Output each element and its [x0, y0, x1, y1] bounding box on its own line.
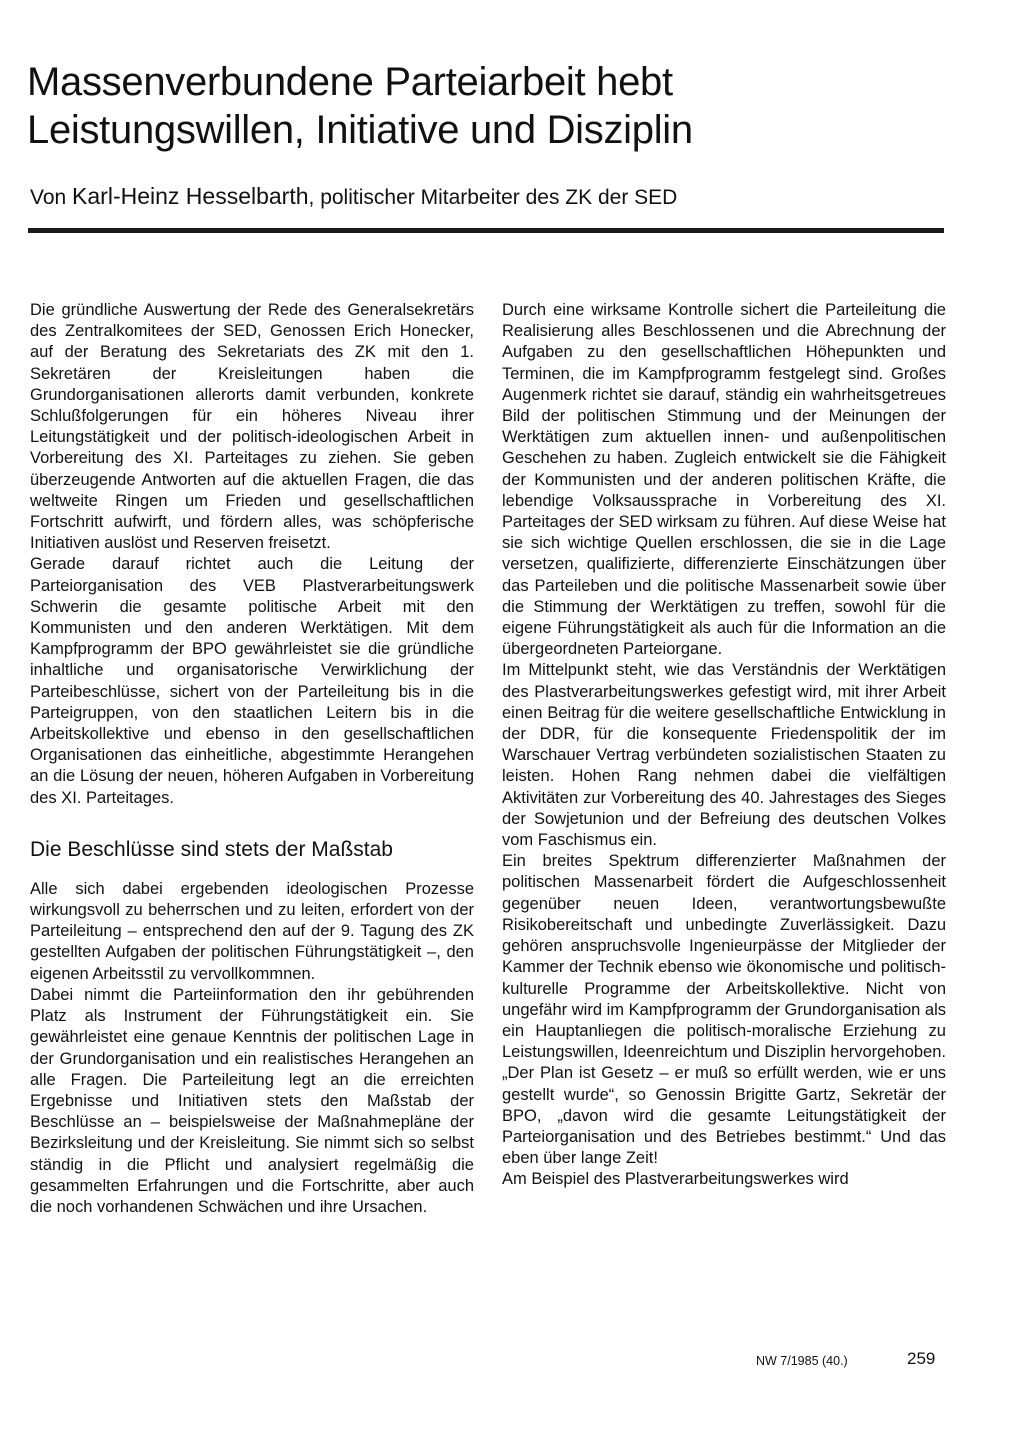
left-column	[30, 300, 474, 1218]
paragraph: Alle sich dabei ergebenden ideologischen Prozesse wirkungsvoll zu beherrschen und zu leiten, erfordert von der Parteileitung – entsprechend den auf der 9. Tagung des ZK gestellten Aufgaben der politischen Führungstätigkeit –, den eigenen Arbeitsstil zu vervollkommnen.	[30, 879, 474, 983]
byline	[30, 183, 990, 211]
paragraph: Am Beispiel des Plastverarbeitungswerkes wird	[502, 1170, 849, 1189]
paragraph: Gerade darauf richtet auch die Leitung der Parteiorganisation des VEB Plastverarbeitungswerk Schwerin die gesamte politische Arbeit mit den Kommunisten und den anderen Werktätigen. Mit dem Kampfprogramm der BPO gewährleistet sie die gründliche inhaltliche und organisatorische Verwirklichung der Parteibeschlüsse, sichert von der Parteileitung bis in die Parteigruppen, von den staatlichen Leitern bis in die Arbeitskollektive und ebenso in den gesellschaftlichen Organisationen das einheitliche, abgestimmte Herangehen an die Lösung der neuen, höheren Aufgaben in Vorbereitung des XI. Parteitages.	[30, 555, 474, 807]
page-number: 259	[907, 1349, 936, 1368]
section-heading: Die Beschlüsse sind stets der Maßstab	[30, 837, 393, 861]
issue-reference: NW 7/1985 (40.)	[756, 1354, 848, 1368]
paragraph: Durch eine wirksame Kontrolle sichert die Parteileitung die Realisierung alles Beschlossenen und die Abrechnung der Aufgaben zu den gesellschaftlichen Höhepunkten und Terminen, die im Kampfprogramm festgelegt sind. Großes Augenmerk richtet sie darauf, ständig ein wahrheitsgetreues Bild der politischen Stimmung und der Meinungen der Werktätigen zum aktuellen innen- und außenpolitischen Geschehen zu haben. Zugleich entwickelt sie die Fähigkeit der Kommunisten und der anderen politischen Kräfte, die lebendige Volksaussprache in Vorbereitung des XI. Parteitages der SED wirksam zu führen. Auf diese Weise hat sie sich wichtige Quellen erschlossen, die sie in die Lage versetzen, qualifizierte, differenzierte Einschätzungen über das Parteileben und die politische Massenarbeit sowie über die Stimmung der Werktätigen zu treffen, sowohl für die eigene Führungstätigkeit als auch für die Information an die übergeordneten Parteiorgane.	[502, 301, 946, 659]
article-title-line-2: Leistungswillen, Initiative und Disziplin	[27, 108, 693, 152]
byline-prefix: Von	[30, 186, 73, 209]
paragraph: Im Mittelpunkt steht, wie das Verständnis der Werktätigen des Plastverarbeitungswerkes gefestigt wird, mit ihrer Arbeit einen Beitrag für die weitere gesellschaftliche Entwicklung in der DDR, für die konsequente Friedenspolitik der im Warschauer Vertrag verbündeten sozialistischen Staaten zu leisten. Hohen Rang nehmen dabei die vielfältigen Aktivitäten zur Vorbereitung des 40. Jahrestages des Sieges der Sowjetunion und der Befreiung des deutschen Volkes vom Faschismus ein.	[502, 661, 946, 850]
right-column	[502, 300, 946, 1191]
author-name: Karl-Heinz Hesselbarth	[72, 183, 309, 209]
paragraph: Dabei nimmt die Parteiinformation den ihr gebührenden Platz als Instrument der Führungstätigkeit ein. Sie gewährleistet eine genaue Kenntnis der politischen Lage in der Grundorganisation und ein realistisches Herangehen an alle Fragen. Die Parteileitung legt an die erreichten Ergebnisse und Initiativen stets den Maßstab der Beschlüsse an – beispielsweise der Maßnahmepläne der Bezirksleitung und der Kreisleitung. Sie nimmt sich so selbst ständig in die Pflicht und analysiert regelmäßig die gesammelten Erfahrungen und die Fortschritte, aber auch die noch vorhandenen Schwächen und ihre Ursachen.	[30, 985, 474, 1216]
header-rule	[28, 228, 944, 233]
paragraph: Ein breites Spektrum differenzierter Maßnahmen der politischen Massenarbeit fördert die Aufgeschlossenheit gegenüber neuen Ideen, verantwortungsbewußte Risikobereitschaft und unbedingte Zuverlässigkeit. Dazu gehören anspruchsvolle Ingenieurpässe der Mitglieder der Kammer der Technik ebenso wie ökonomische und politisch-kulturelle Programme der Arbeitskollektive. Nicht von ungefähr wird im Kampfprogramm der Grundorganisation als ein Hauptanliegen die politisch-moralische Erziehung zu Leistungswillen, Ideenreichtum und Disziplin hervorgehoben. „Der Plan ist Gesetz – er muß so erfüllt werden, wie er uns gestellt wurde“, so Genossin Brigitte Gartz, Sekretär der BPO, „davon wird die gesamte Leitungstätigkeit der Parteiorganisation und des Betriebes bestimmt.“ Und das eben über lange Zeit!	[502, 852, 946, 1168]
article-title-line-1: Massenverbundene Parteiarbeit hebt	[27, 60, 673, 104]
article-title	[27, 58, 987, 154]
byline-suffix: , politischer Mitarbeiter des ZK der SED	[308, 186, 678, 209]
paragraph: Die gründliche Auswertung der Rede des Generalsekretärs des Zentralkomitees der SED, Genossen Erich Honecker, auf der Beratung des Sekretariats des ZK mit den 1. Sekretären der Kreisleitungen haben die Grundorganisationen allerorts damit verbunden, konkrete Schlußfolgerungen für ein höheres Niveau ihrer Leitungstätigkeit und der politisch-ideologischen Arbeit in Vorbereitung des XI. Parteitages zu ziehen. Sie geben überzeugende Antworten auf die aktuellen Fragen, die das weltweite Ringen um Frieden und gesellschaftlichen Fortschritt aufwirft, und fördern alles, was schöpferische Initiativen auslöst und Reserven freisetzt.	[30, 301, 474, 553]
